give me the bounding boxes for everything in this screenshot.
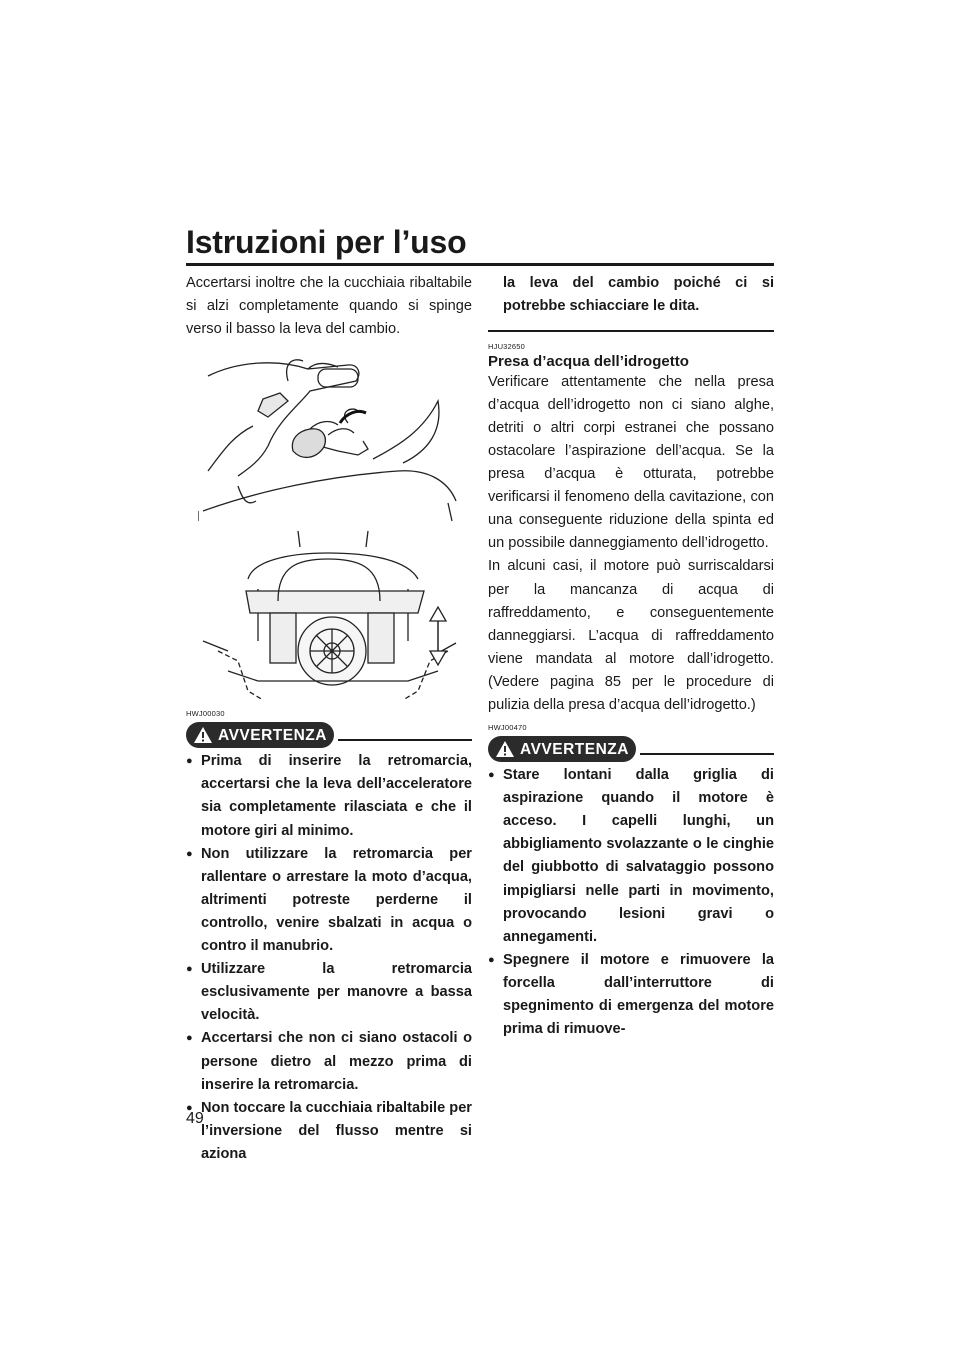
warning-label: AVVERTENZA: [218, 726, 327, 744]
right-column: [488, 272, 774, 1041]
list-item: ● Non toccare la cucchiaia ribaltabile per l’inversione del flusso mentre si aziona: [186, 1097, 472, 1166]
warning-badge: [186, 722, 334, 748]
warning-rule: [338, 739, 472, 741]
page-number: 49: [186, 1110, 204, 1127]
warning-list: [488, 764, 774, 1041]
section-code: HJU32650: [488, 341, 526, 351]
warning-triangle-icon: [495, 740, 515, 758]
hand-lever-illustration: [198, 360, 456, 521]
jet-ski-figure: [198, 351, 460, 699]
section-heading: Presa d’acqua dell’idrogetto: [488, 352, 689, 370]
list-item: ● Stare lontani dalla griglia di aspirazione quando il motore è acceso. I capelli lunghi, un abbigliamento svolazzante o le cinghie del giubbotto di salvataggio possono impigliarsi nelle parti in movimento, provocando lesioni gravi o annegamenti.: [488, 764, 774, 949]
warning-label: AVVERTENZA: [520, 740, 629, 758]
warning-badge: [488, 736, 636, 762]
left-column: [186, 272, 472, 1166]
warning-triangle-icon: [193, 726, 213, 744]
section-paragraph: In alcuni casi, il motore può surriscaldarsi per la mancanza di acqua di raffreddamento, e conseguentemente danneggiarsi. L’acqua di raffreddamento viene mandata al motore dall’idrogetto. (Vedere pagina 85 per le procedure di pulizia della presa d’acqua dell’idrogetto.): [488, 558, 774, 713]
list-item: ● Utilizzare la retromarcia esclusivamente per manovre a bassa velocità.: [186, 958, 472, 1027]
warning-end-rule: [488, 330, 774, 332]
list-item: ● Accertarsi che non ci siano ostacoli o persone dietro al mezzo prima di inserire la retromarcia.: [186, 1027, 472, 1096]
section-paragraph: Verificare attentamente che nella presa d’acqua dell’idrogetto non ci siano alghe, detriti o altri corpi estranei che possano ostacolare l’aspirazione dell’acqua. Se la presa d’acqua è otturata, potrebbe verificarsi il fenomeno della cavitazione, con una conseguente riduzione della spinta ed un possibile danneggiamento dell’idrogetto.: [488, 373, 774, 552]
warning-code: HWJ00030: [186, 709, 225, 719]
list-item: ● Non utilizzare la retromarcia per rallentare o arrestare la moto d’acqua, altrimenti potreste perderne il controllo, venire sbalzati in acqua o contro il manubrio.: [186, 843, 472, 958]
list-item: ● Spegnere il motore e rimuovere la forcella dall’interruttore di spegnimento di emergenza del motore prima di rimuove-: [488, 949, 774, 1041]
reverse-bucket-illustration: [203, 531, 456, 699]
warning-header: [186, 720, 472, 750]
intro-paragraph: Accertarsi inoltre che la cucchiaia ribaltabile si alzi completamente quando si spinge verso il basso la leva del cambio.: [186, 275, 472, 338]
warning-rule: [640, 753, 774, 755]
list-item: ● Prima di inserire la retromarcia, accertarsi che la leva dell’acceleratore sia completamente rilasciata e che il motore giri al minimo.: [186, 750, 472, 842]
page-title: Istruzioni per l’uso: [186, 224, 467, 260]
title-rule: [186, 263, 774, 266]
warning-list: [186, 750, 472, 1166]
warning-header: [488, 734, 774, 764]
warning-continuation: la leva del cambio poiché ci si potrebbe schiacciare le dita.: [503, 275, 774, 315]
warning-code: HWJ00470: [488, 723, 527, 733]
